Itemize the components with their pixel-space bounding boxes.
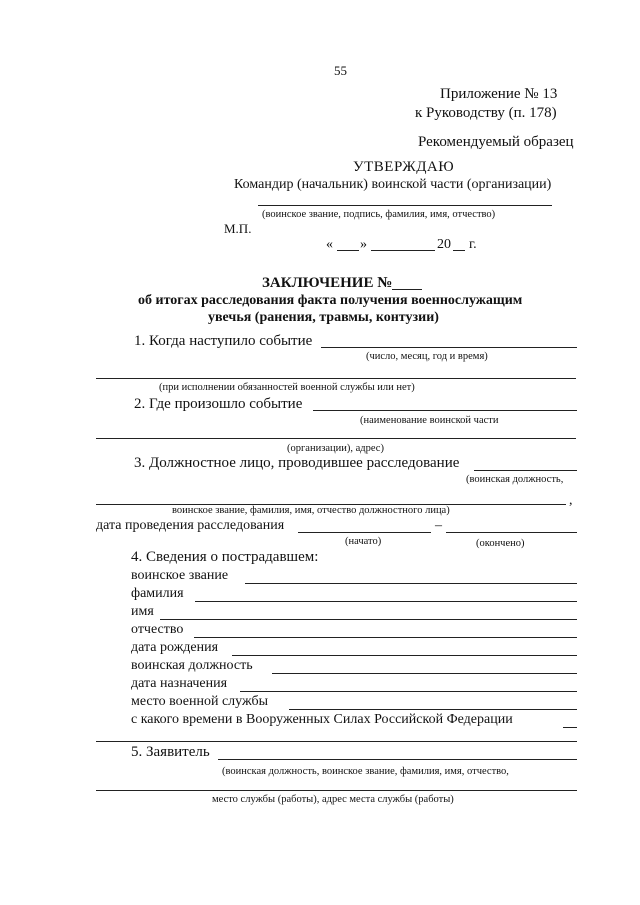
conclusion-title: ЗАКЛЮЧЕНИЕ № <box>262 275 393 291</box>
since-field-2[interactable] <box>96 741 577 742</box>
page-number: 55 <box>334 63 347 78</box>
q5-field-2[interactable] <box>96 790 577 791</box>
date-start-field[interactable] <box>298 532 431 533</box>
rank-field[interactable] <box>245 583 577 584</box>
q3-hint-2: воинское звание, фамилия, имя, отчество должностного лица) <box>172 505 450 516</box>
year-prefix: 20 <box>437 237 451 252</box>
q5-label: 5. Заявитель <box>131 744 210 760</box>
q1-hint: (число, месяц, год и время) <box>366 351 488 362</box>
date-end-hint: (окончено) <box>476 538 525 549</box>
since-label: с какого времени в Вооруженных Силах Российской Федерации <box>131 712 513 727</box>
appendix-label: Приложение № 13 <box>440 86 558 102</box>
rank-label: воинское звание <box>131 568 229 583</box>
date-start-hint: (начато) <box>345 536 382 547</box>
position-field[interactable] <box>272 673 577 674</box>
q5-field[interactable] <box>218 759 577 760</box>
q3-comma: , <box>569 493 573 508</box>
patronymic-field[interactable] <box>194 637 577 638</box>
q5-hint-2: место службы (работы), адрес места службы (работы) <box>212 794 454 805</box>
q3-label: 3. Должностное лицо, проводившее расследование <box>134 455 460 471</box>
appointment-date-field[interactable] <box>240 691 577 692</box>
date-label: дата проведения расследования <box>96 518 285 533</box>
q2-field[interactable] <box>313 410 577 411</box>
q2-label: 2. Где произошло событие <box>134 396 303 412</box>
surname-field[interactable] <box>195 601 577 602</box>
service-place-label: место военной службы <box>131 694 268 709</box>
name-label: имя <box>131 604 154 619</box>
name-field[interactable] <box>160 619 577 620</box>
approval-month-field[interactable] <box>371 250 435 251</box>
signature-hint: (воинское звание, подпись, фамилия, имя, отчество) <box>262 209 496 220</box>
service-place-field[interactable] <box>289 709 577 710</box>
signature-line[interactable] <box>258 205 552 206</box>
commander-label: Командир (начальник) воинской части (организации) <box>234 177 552 192</box>
q1-hint-2: (при исполнении обязанностей военной службы или нет) <box>159 382 415 393</box>
date-dash: – <box>435 518 442 533</box>
q1-label: 1. Когда наступило событие <box>134 333 313 349</box>
title-line-3: увечья (ранения, травмы, контузии) <box>208 310 439 325</box>
title-line-2: об итогах расследования факта получения военнослужащим <box>138 293 523 308</box>
date-quote-close: » <box>360 237 367 252</box>
year-suffix: г. <box>469 237 477 252</box>
approval-year-field[interactable] <box>453 250 465 251</box>
q4-label: 4. Сведения о пострадавшем: <box>131 549 319 565</box>
approval-day-field[interactable] <box>337 250 359 251</box>
conclusion-number-field[interactable] <box>392 289 422 290</box>
q2-field-2[interactable] <box>96 438 576 439</box>
since-field[interactable] <box>563 727 577 728</box>
q5-hint: (воинская должность, воинское звание, фамилия, имя, отчество, <box>222 766 509 777</box>
sample-label: Рекомендуемый образец <box>418 134 574 150</box>
approve-heading: УТВЕРЖДАЮ <box>353 159 455 175</box>
surname-label: фамилия <box>131 586 184 601</box>
reference-label: к Руководству (п. 178) <box>415 105 557 121</box>
appointment-date-label: дата назначения <box>131 676 228 691</box>
date-quote-open: « <box>326 237 333 252</box>
birth-date-label: дата рождения <box>131 640 219 655</box>
q2-hint-2: (организации), адрес) <box>287 443 384 454</box>
position-label: воинская должность <box>131 658 253 673</box>
q1-field-2[interactable] <box>96 378 576 379</box>
birth-date-field[interactable] <box>232 655 577 656</box>
q2-hint: (наименование воинской части <box>360 415 499 426</box>
q1-field[interactable] <box>321 347 577 348</box>
seal-label: М.П. <box>224 221 252 236</box>
date-end-field[interactable] <box>446 532 577 533</box>
patronymic-label: отчество <box>131 622 184 637</box>
q3-field[interactable] <box>474 470 577 471</box>
q3-hint: (воинская должность, <box>466 474 564 485</box>
